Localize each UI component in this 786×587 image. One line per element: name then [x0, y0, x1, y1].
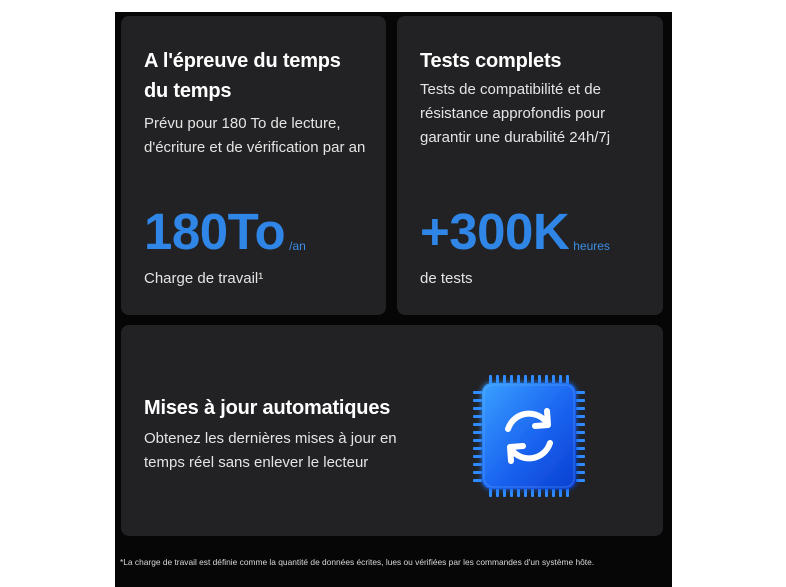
feature-panel	[115, 12, 672, 587]
footnote: *La charge de travail est définie comme la quantité de données écrites, lues ou vérifiées par les commandes d'un système hôte.	[120, 557, 595, 567]
workload-desc-line2: d'écriture et de vérification par an	[144, 139, 366, 156]
chip-refresh-icon	[473, 369, 585, 503]
testing-desc-line2: résistance approfondis pour	[420, 105, 606, 122]
workload-stat-value: 180To	[144, 203, 286, 260]
workload-title	[144, 46, 386, 106]
workload-card	[121, 16, 386, 315]
testing-stat-value: +300K	[420, 203, 570, 260]
auto-update-card	[121, 325, 663, 536]
auto-update-desc-line1: Obtenez les dernières mises à jour en	[144, 430, 397, 447]
testing-title: Tests complets	[420, 50, 562, 72]
testing-desc-line1: Tests de compatibilité et de	[420, 81, 601, 98]
workload-stat	[144, 203, 306, 260]
workload-description	[144, 112, 386, 160]
testing-stat-unit: heures	[573, 239, 610, 253]
testing-description	[420, 78, 663, 150]
workload-stat-label: Charge de travail¹	[144, 270, 264, 287]
testing-stat	[420, 203, 610, 260]
auto-update-description	[144, 427, 444, 475]
workload-desc-line1: Prévu pour 180 To de lecture,	[144, 115, 341, 132]
auto-update-text	[144, 393, 444, 475]
workload-title-line2: du temps	[144, 80, 232, 102]
auto-update-desc-line2: temps réel sans enlever le lecteur	[144, 454, 369, 471]
testing-stat-label: de tests	[420, 270, 473, 287]
auto-update-title: Mises à jour automatiques	[144, 397, 391, 419]
workload-stat-unit: /an	[289, 239, 306, 253]
testing-card	[397, 16, 663, 315]
workload-title-line1: A l'épreuve du temps	[144, 50, 341, 72]
testing-desc-line3: garantir une durabilité 24h/7j	[420, 129, 611, 146]
